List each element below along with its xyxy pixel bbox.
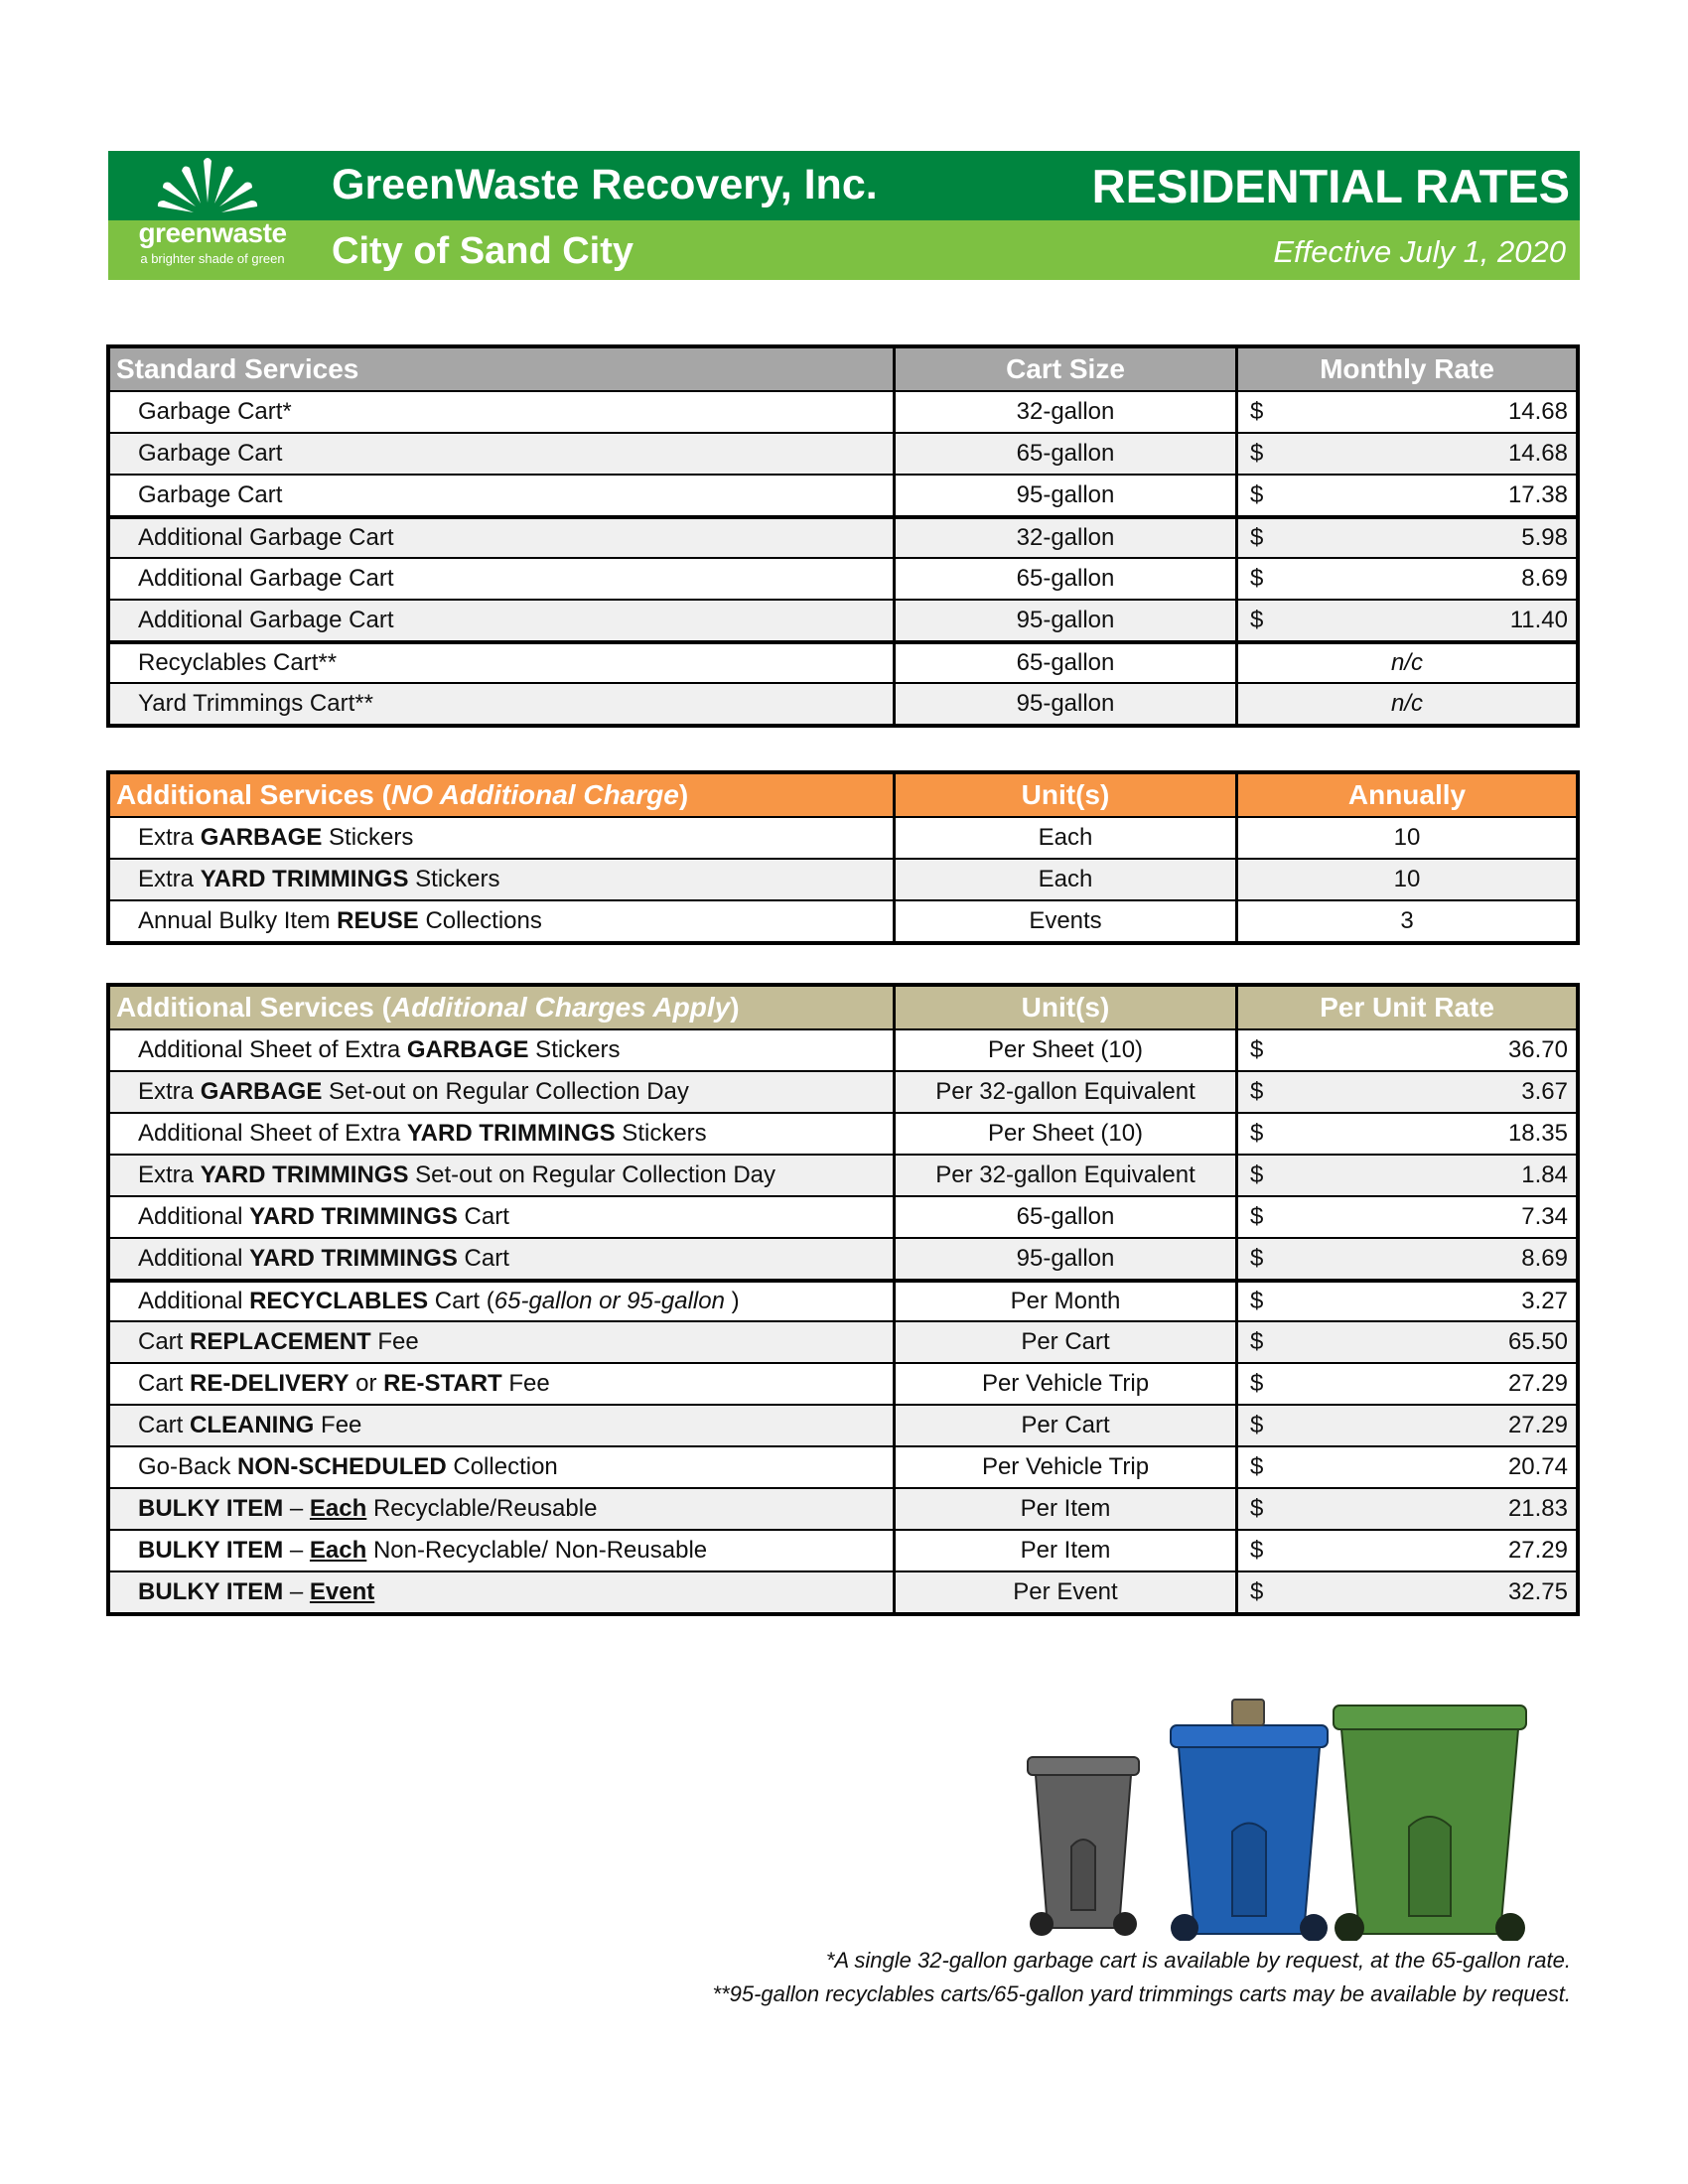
service-cell: Garbage Cart bbox=[110, 476, 896, 515]
service-cell: Garbage Cart bbox=[110, 434, 896, 474]
service-text: Stickers bbox=[528, 1036, 621, 1063]
table-row bbox=[110, 1320, 1576, 1362]
rate-cell bbox=[1238, 519, 1576, 557]
service-text: Fee bbox=[370, 1328, 419, 1355]
cart-size-cell: 65-gallon bbox=[896, 434, 1238, 474]
currency-symbol: $ bbox=[1250, 1078, 1264, 1105]
table-row bbox=[110, 515, 1576, 557]
table-row bbox=[110, 816, 1576, 858]
unit-cell: Per 32-gallon Equivalent bbox=[896, 1072, 1238, 1112]
service-italic: 65-gallon or 95-gallon bbox=[493, 1288, 732, 1314]
table-row bbox=[110, 1237, 1576, 1279]
logo-wordmark: greenwaste bbox=[138, 217, 287, 248]
service-emphasis: REUSE bbox=[337, 907, 419, 934]
service-text: Extra bbox=[138, 866, 201, 892]
cart-size-cell: 95-gallon bbox=[896, 476, 1238, 515]
green-yard-trimmings-cart-icon bbox=[1334, 1706, 1526, 1941]
unit-cell: Per Event bbox=[896, 1572, 1238, 1612]
standard-services-table bbox=[106, 344, 1580, 728]
service-text: Go-Back bbox=[138, 1453, 238, 1480]
currency-symbol: $ bbox=[1250, 565, 1264, 592]
service-emphasis: YARD TRIMMINGS bbox=[200, 1161, 409, 1188]
rate-value: 14.68 bbox=[1507, 398, 1568, 425]
unit-cell: Per Month bbox=[896, 1283, 1238, 1320]
service-cell bbox=[110, 1572, 896, 1612]
table-row bbox=[110, 640, 1576, 682]
service-text: Additional Sheet of Extra bbox=[138, 1036, 407, 1063]
additional-charges-table bbox=[106, 983, 1580, 1616]
service-cell: Yard Trimmings Cart** bbox=[110, 684, 896, 724]
service-text: Additional bbox=[138, 1245, 250, 1272]
footnote-cart-availability: **95-gallon recyclables carts/65-gallon yard trimmings carts may be available by request. bbox=[712, 1981, 1571, 2006]
service-emphasis: YARD TRIMMINGS bbox=[249, 1245, 458, 1272]
no-charge-services-table bbox=[106, 770, 1580, 945]
rate-value: 3.67 bbox=[1521, 1078, 1568, 1105]
cart-size-cell: 95-gallon bbox=[896, 601, 1238, 640]
currency-symbol: $ bbox=[1250, 1412, 1264, 1438]
unit-cell: Per Cart bbox=[896, 1406, 1238, 1445]
service-text: Fee bbox=[501, 1370, 550, 1397]
service-emphasis: GARBAGE bbox=[406, 1036, 529, 1063]
unit-cell: 65-gallon bbox=[896, 1197, 1238, 1237]
footnote-single-cart: *A single 32-gallon garbage cart is available by request, at the 65-gallon rate. bbox=[825, 1948, 1571, 1973]
header-units: Unit(s) bbox=[896, 987, 1238, 1028]
rate-cell bbox=[1238, 559, 1576, 599]
unit-cell: Per 32-gallon Equivalent bbox=[896, 1156, 1238, 1195]
service-text: Extra bbox=[138, 824, 201, 851]
service-text: Cart bbox=[138, 1328, 191, 1355]
rate-value: 17.38 bbox=[1507, 481, 1568, 508]
service-cell bbox=[110, 1114, 896, 1154]
service-text: Collections bbox=[418, 907, 542, 934]
service-emphasis: BULKY ITEM bbox=[138, 1495, 284, 1522]
currency-symbol: $ bbox=[1250, 398, 1264, 425]
rate-cell bbox=[1238, 434, 1576, 474]
table-row bbox=[110, 682, 1576, 724]
service-cell bbox=[110, 1364, 896, 1404]
table-row bbox=[110, 557, 1576, 599]
rate-value: 36.70 bbox=[1507, 1036, 1568, 1063]
unit-cell: Each bbox=[896, 860, 1238, 899]
table-row bbox=[110, 1112, 1576, 1154]
annual-value-cell: 3 bbox=[1400, 907, 1414, 934]
rate-value: n/c bbox=[1390, 690, 1423, 717]
service-cell: Additional Garbage Cart bbox=[110, 519, 896, 557]
header-prefix: Additional Services ( bbox=[116, 992, 391, 1023]
rate-value: 65.50 bbox=[1507, 1328, 1568, 1355]
rate-cell bbox=[1238, 392, 1576, 432]
service-emphasis: RECYCLABLES bbox=[249, 1288, 429, 1314]
table-row bbox=[110, 599, 1576, 640]
service-text: Cart bbox=[138, 1370, 191, 1397]
header-service bbox=[110, 987, 896, 1028]
service-emphasis: CLEANING bbox=[190, 1412, 315, 1438]
service-emphasis: GARBAGE bbox=[200, 1078, 323, 1105]
table-row bbox=[110, 1445, 1576, 1487]
currency-symbol: $ bbox=[1250, 1370, 1264, 1397]
service-cell bbox=[110, 1447, 896, 1487]
service-text: Non-Recyclable/ Non-Reusable bbox=[366, 1537, 708, 1564]
cart-size-cell: 32-gallon bbox=[896, 519, 1238, 557]
service-text: Annual Bulky Item bbox=[138, 907, 338, 934]
rate-cell bbox=[1238, 476, 1576, 515]
cart-size-cell: 32-gallon bbox=[896, 392, 1238, 432]
service-cell bbox=[110, 1156, 896, 1195]
table-header-row bbox=[110, 774, 1576, 816]
header-per-unit-rate: Per Unit Rate bbox=[1320, 992, 1494, 1023]
rate-cell bbox=[1238, 1156, 1576, 1195]
table-row bbox=[110, 899, 1576, 941]
service-cell: Additional Garbage Cart bbox=[110, 601, 896, 640]
service-text: Stickers bbox=[615, 1120, 707, 1147]
service-text: Extra bbox=[138, 1161, 201, 1188]
table-row bbox=[110, 1279, 1576, 1320]
cart-size-cell: 65-gallon bbox=[896, 644, 1238, 682]
city-name: City of Sand City bbox=[332, 230, 634, 272]
service-text: Additional bbox=[138, 1288, 250, 1314]
service-cell: Recyclables Cart** bbox=[110, 644, 896, 682]
currency-symbol: $ bbox=[1250, 1161, 1264, 1188]
rate-value: 8.69 bbox=[1521, 1245, 1568, 1272]
currency-symbol: $ bbox=[1250, 1120, 1264, 1147]
service-cell bbox=[110, 1489, 896, 1529]
header-service bbox=[110, 774, 896, 816]
unit-cell: Per Vehicle Trip bbox=[896, 1447, 1238, 1487]
rate-cell bbox=[1238, 1364, 1576, 1404]
service-cell: Garbage Cart* bbox=[110, 392, 896, 432]
table-row bbox=[110, 432, 1576, 474]
table-row bbox=[110, 1529, 1576, 1570]
service-cell bbox=[110, 1239, 896, 1279]
service-text: Set-out on Regular Collection Day bbox=[322, 1078, 689, 1105]
rate-cell bbox=[1238, 1447, 1576, 1487]
service-emphasis: REPLACEMENT bbox=[190, 1328, 371, 1355]
currency-symbol: $ bbox=[1250, 524, 1264, 551]
service-text: Fee bbox=[314, 1412, 362, 1438]
rate-cell bbox=[1238, 1531, 1576, 1570]
rate-value: 32.75 bbox=[1507, 1578, 1568, 1605]
table-row bbox=[110, 1487, 1576, 1529]
rate-value: 11.40 bbox=[1509, 607, 1568, 633]
currency-symbol: $ bbox=[1250, 607, 1264, 633]
rate-value: 5.98 bbox=[1521, 524, 1568, 551]
rate-cell bbox=[1238, 1489, 1576, 1529]
service-cell bbox=[110, 1283, 896, 1320]
service-text: Cart ( bbox=[428, 1288, 494, 1314]
cart-size-cell: 65-gallon bbox=[896, 559, 1238, 599]
currency-symbol: $ bbox=[1250, 1328, 1264, 1355]
service-emphasis: YARD TRIMMINGS bbox=[406, 1120, 616, 1147]
table-row bbox=[110, 1154, 1576, 1195]
service-underlined: Each bbox=[309, 1537, 367, 1564]
service-text: Recyclable/Reusable bbox=[366, 1495, 598, 1522]
table-row bbox=[110, 858, 1576, 899]
page-title: RESIDENTIAL RATES bbox=[1091, 160, 1570, 212]
sunburst-icon bbox=[108, 151, 307, 220]
header-monthly-rate: Monthly Rate bbox=[1320, 353, 1494, 384]
currency-symbol: $ bbox=[1250, 481, 1264, 508]
service-text: Cart bbox=[457, 1203, 509, 1230]
rate-cell bbox=[1238, 601, 1576, 640]
annual-value-cell: 10 bbox=[1393, 824, 1421, 851]
service-cell bbox=[110, 901, 896, 941]
currency-symbol: $ bbox=[1250, 1537, 1264, 1564]
service-emphasis: RE-START bbox=[383, 1370, 502, 1397]
carts-illustration bbox=[1008, 1668, 1544, 1941]
rate-value: 27.29 bbox=[1507, 1370, 1568, 1397]
rate-cell bbox=[1238, 1572, 1576, 1612]
rate-value: 8.69 bbox=[1521, 565, 1568, 592]
rate-cell bbox=[1238, 1406, 1576, 1445]
table-row bbox=[110, 1404, 1576, 1445]
company-name: GreenWaste Recovery, Inc. bbox=[332, 161, 878, 208]
service-cell bbox=[110, 818, 896, 858]
rate-value: 20.74 bbox=[1507, 1453, 1568, 1480]
blue-recyclables-cart-icon bbox=[1171, 1700, 1328, 1941]
service-emphasis: BULKY ITEM bbox=[138, 1578, 284, 1605]
rate-value: 14.68 bbox=[1507, 440, 1568, 467]
table-header-row bbox=[110, 987, 1576, 1028]
rate-cell bbox=[1238, 1072, 1576, 1112]
service-emphasis: NON-SCHEDULED bbox=[237, 1453, 447, 1480]
service-cell: Additional Garbage Cart bbox=[110, 559, 896, 599]
unit-cell: Per Vehicle Trip bbox=[896, 1364, 1238, 1404]
header-banner bbox=[108, 151, 1580, 280]
rate-cell bbox=[1238, 684, 1576, 724]
service-underlined: Each bbox=[309, 1495, 367, 1522]
service-text: Stickers bbox=[322, 824, 414, 851]
service-cell bbox=[110, 1197, 896, 1237]
currency-symbol: $ bbox=[1250, 440, 1264, 467]
header-service: Standard Services bbox=[110, 348, 896, 390]
service-emphasis: BULKY ITEM bbox=[138, 1537, 284, 1564]
service-text: – bbox=[283, 1495, 310, 1522]
table-row bbox=[110, 1362, 1576, 1404]
unit-cell: Events bbox=[896, 901, 1238, 941]
currency-symbol: $ bbox=[1250, 1245, 1264, 1272]
service-text: Cart bbox=[457, 1245, 509, 1272]
service-text: ) bbox=[731, 1288, 740, 1314]
service-text: Extra bbox=[138, 1078, 201, 1105]
header-italic: NO Additional Charge bbox=[390, 779, 679, 810]
unit-cell: Per Item bbox=[896, 1489, 1238, 1529]
unit-cell: Each bbox=[896, 818, 1238, 858]
unit-cell: Per Sheet (10) bbox=[896, 1030, 1238, 1070]
rate-value: 1.84 bbox=[1521, 1161, 1568, 1188]
service-text: Set-out on Regular Collection Day bbox=[408, 1161, 776, 1188]
service-text: – bbox=[283, 1537, 310, 1564]
header-italic: Additional Charges Apply bbox=[390, 992, 731, 1023]
service-text: Collection bbox=[446, 1453, 558, 1480]
unit-cell: Per Cart bbox=[896, 1322, 1238, 1362]
rate-cell bbox=[1238, 644, 1576, 682]
service-cell bbox=[110, 1406, 896, 1445]
service-cell bbox=[110, 1322, 896, 1362]
rate-value: 7.34 bbox=[1521, 1203, 1568, 1230]
rate-cell bbox=[1238, 1197, 1576, 1237]
table-row bbox=[110, 390, 1576, 432]
annual-value-cell: 10 bbox=[1393, 866, 1421, 892]
header-units: Unit(s) bbox=[896, 774, 1238, 816]
rate-value: 21.83 bbox=[1507, 1495, 1568, 1522]
header-suffix: ) bbox=[730, 992, 740, 1023]
table-row bbox=[110, 1195, 1576, 1237]
effective-date: Effective July 1, 2020 bbox=[1273, 234, 1566, 269]
cart-size-cell: 95-gallon bbox=[896, 684, 1238, 724]
rate-value: 18.35 bbox=[1507, 1120, 1568, 1147]
service-text: Cart bbox=[138, 1412, 191, 1438]
currency-symbol: $ bbox=[1250, 1453, 1264, 1480]
rate-value: n/c bbox=[1390, 649, 1423, 676]
rate-cell bbox=[1238, 1239, 1576, 1279]
service-emphasis: RE-DELIVERY bbox=[190, 1370, 350, 1397]
service-emphasis: YARD TRIMMINGS bbox=[249, 1203, 458, 1230]
service-cell bbox=[110, 1531, 896, 1570]
table-row bbox=[110, 1070, 1576, 1112]
currency-symbol: $ bbox=[1250, 1036, 1264, 1063]
logo-tagline: a brighter shade of green bbox=[140, 251, 285, 266]
table-row bbox=[110, 474, 1576, 515]
header-suffix: ) bbox=[678, 779, 689, 810]
rate-value: 3.27 bbox=[1521, 1288, 1568, 1314]
service-cell bbox=[110, 1030, 896, 1070]
gray-garbage-cart-icon bbox=[1028, 1757, 1139, 1936]
header-prefix: Additional Services ( bbox=[116, 779, 391, 810]
service-emphasis: YARD TRIMMINGS bbox=[200, 866, 409, 892]
rate-cell bbox=[1238, 1030, 1576, 1070]
unit-cell: Per Sheet (10) bbox=[896, 1114, 1238, 1154]
service-text: Additional bbox=[138, 1203, 250, 1230]
service-underlined: Event bbox=[309, 1578, 375, 1605]
service-emphasis: GARBAGE bbox=[200, 824, 323, 851]
header-cart-size: Cart Size bbox=[896, 348, 1238, 390]
rate-cell bbox=[1238, 1322, 1576, 1362]
service-text: or bbox=[349, 1370, 384, 1397]
service-text: Stickers bbox=[408, 866, 500, 892]
table-row bbox=[110, 1028, 1576, 1070]
unit-cell: Per Item bbox=[896, 1531, 1238, 1570]
service-cell bbox=[110, 1072, 896, 1112]
greenwaste-logo bbox=[108, 151, 307, 280]
currency-symbol: $ bbox=[1250, 1288, 1264, 1314]
rate-value: 27.29 bbox=[1507, 1537, 1568, 1564]
rate-value: 27.29 bbox=[1507, 1412, 1568, 1438]
header-annually: Annually bbox=[1347, 779, 1467, 810]
currency-symbol: $ bbox=[1250, 1495, 1264, 1522]
service-text: Additional Sheet of Extra bbox=[138, 1120, 407, 1147]
rate-cell bbox=[1238, 1114, 1576, 1154]
currency-symbol: $ bbox=[1250, 1203, 1264, 1230]
rate-cell bbox=[1238, 1283, 1576, 1320]
service-cell bbox=[110, 860, 896, 899]
table-header-row bbox=[110, 348, 1576, 390]
table-row bbox=[110, 1570, 1576, 1612]
unit-cell: 95-gallon bbox=[896, 1239, 1238, 1279]
currency-symbol: $ bbox=[1250, 1578, 1264, 1605]
service-text: – bbox=[283, 1578, 310, 1605]
